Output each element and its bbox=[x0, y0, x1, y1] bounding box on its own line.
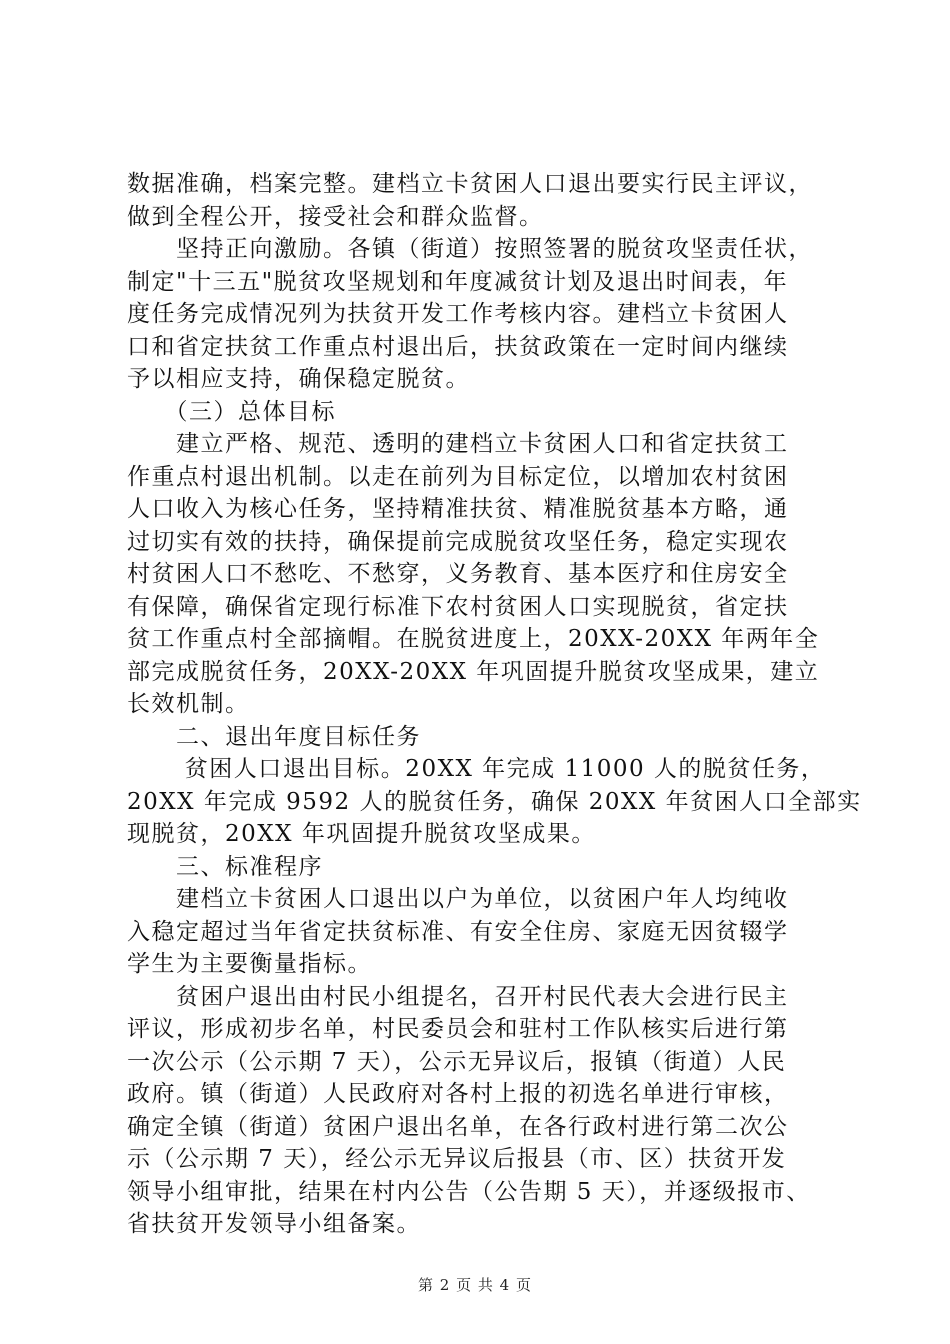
text-line: 有保障，确保省定现行标准下农村贫困人口实现脱贫，省定扶 bbox=[127, 593, 789, 620]
text-line: 度任务完成情况列为扶贫开发工作考核内容。建档立卡贫困人 bbox=[127, 301, 789, 327]
text-line: 数据准确，档案完整。建档立卡贫困人口退出要实行民主评议， bbox=[127, 171, 813, 197]
text-line: 贫困户退出由村民小组提名，召开村民代表大会进行民主 bbox=[127, 983, 789, 1010]
text-line: 制定"十三五"脱贫攻坚规划和年度减贫计划及退出时间表，年 bbox=[127, 268, 789, 295]
text-line: 口和省定扶贫工作重点村退出后，扶贫政策在一定时间内继续 bbox=[127, 333, 789, 360]
text-line: 部完成脱贫任务，20XX-20XX 年巩固提升脱贫攻坚成果，建立 bbox=[127, 658, 820, 685]
page-number-footer: 第 2 页 共 4 页 bbox=[418, 1276, 532, 1294]
text-line: 省扶贫开发领导小组备案。 bbox=[127, 1211, 421, 1237]
text-line: 领导小组审批，结果在村内公告（公告期 5 天），并逐级报市、 bbox=[127, 1178, 811, 1205]
text-line: 入稳定超过当年省定扶贫标准、有安全住房、家庭无因贫辍学 bbox=[127, 918, 789, 945]
text-line: 坚持正向激励。各镇（街道）按照签署的脱贫攻坚责任状， bbox=[127, 236, 813, 262]
section-heading: （三）总体目标 bbox=[127, 398, 336, 425]
text-line: 作重点村退出机制。以走在前列为目标定位，以增加农村贫困 bbox=[127, 463, 789, 490]
section-heading: 三、标准程序 bbox=[127, 853, 323, 880]
text-line: 人口收入为核心任务，坚持精准扶贫、精准脱贫基本方略，通 bbox=[127, 496, 789, 522]
text-line: 过切实有效的扶持，确保提前完成脱贫攻坚任务，稳定实现农 bbox=[127, 528, 789, 555]
text-line: 建立严格、规范、透明的建档立卡贫困人口和省定扶贫工 bbox=[127, 431, 789, 457]
text-line: 政府。镇（街道）人民政府对各村上报的初选名单进行审核， bbox=[127, 1081, 789, 1107]
text-line: 村贫困人口不愁吃、不愁穿，义务教育、基本医疗和住房安全 bbox=[127, 561, 789, 587]
text-line: 做到全程公开，接受社会和群众监督。 bbox=[127, 203, 544, 230]
text-line: 贫工作重点村全部摘帽。在脱贫进度上，20XX-20XX 年两年全 bbox=[127, 626, 820, 652]
text-line: 贫困人口退出目标。20XX 年完成 11000 人的脱贫任务， bbox=[127, 756, 826, 782]
text-line: 学生为主要衡量指标。 bbox=[127, 951, 372, 977]
section-heading: 二、退出年度目标任务 bbox=[127, 723, 421, 750]
text-line: 示（公示期 7 天），经公示无异议后报县（市、区）扶贫开发 bbox=[127, 1146, 787, 1172]
text-line: 建档立卡贫困人口退出以户为单位，以贫困户年人均纯收 bbox=[127, 886, 789, 912]
document-body bbox=[127, 168, 862, 1241]
text-line: 予以相应支持，确保稳定脱贫。 bbox=[127, 366, 470, 392]
text-line: 20XX 年完成 9592 人的脱贫任务，确保 20XX 年贫困人口全部实 bbox=[127, 788, 862, 815]
text-line: 确定全镇（街道）贫困户退出名单，在各行政村进行第二次公 bbox=[127, 1113, 789, 1140]
text-line: 一次公示（公示期 7 天），公示无异议后，报镇（街道）人民 bbox=[127, 1048, 787, 1075]
text-line: 长效机制。 bbox=[127, 691, 250, 717]
text-line: 评议，形成初步名单，村民委员会和驻村工作队核实后进行第 bbox=[127, 1016, 789, 1042]
text-line: 现脱贫，20XX 年巩固提升脱贫攻坚成果。 bbox=[127, 821, 596, 847]
